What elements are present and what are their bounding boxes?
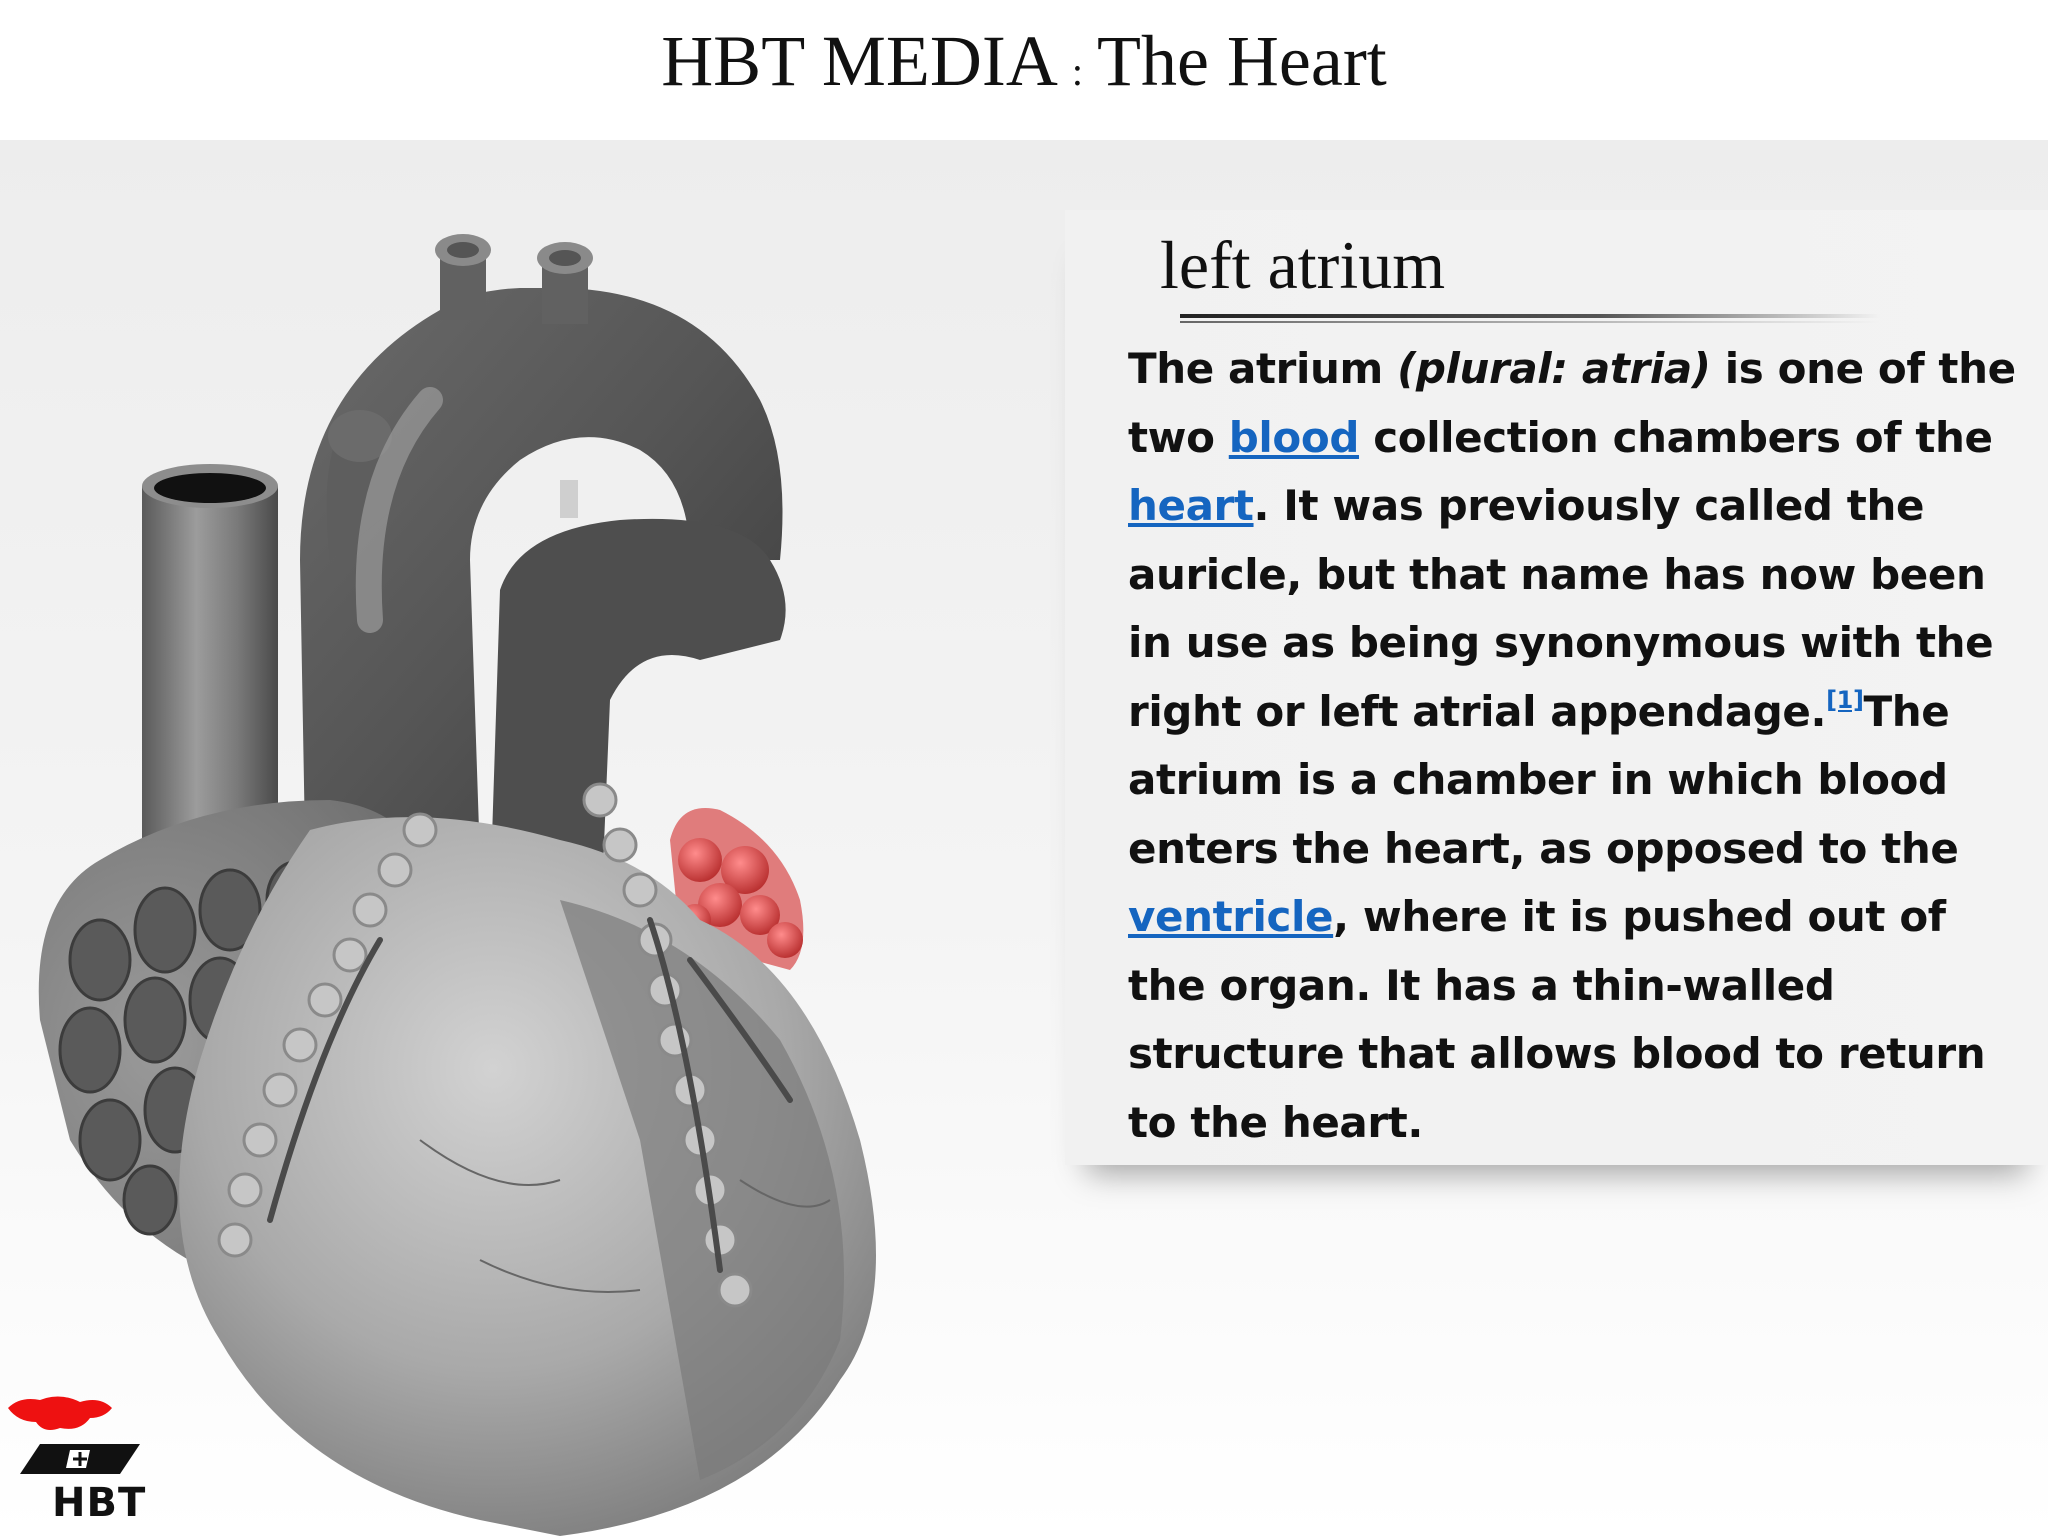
heart-link[interactable]: heart: [1128, 481, 1254, 530]
info-card: [1065, 210, 2048, 1165]
reference-link[interactable]: [1]: [1826, 685, 1864, 714]
body-text-1: The atrium: [1128, 344, 1398, 393]
info-heading: left atrium: [1160, 227, 1446, 303]
title-topic: The Heart: [1096, 21, 1387, 101]
body-text-4: The atrium is a chamber in which blood enters the heart, as opposed to the: [1128, 686, 1959, 873]
body-text-2: collection chambers of the: [1359, 412, 1993, 462]
content-stage: [0, 140, 2048, 1536]
info-body: [1128, 335, 2028, 1157]
body-text-1b: is one of the two: [1128, 344, 2016, 462]
heading-divider: [1180, 314, 1880, 324]
body-text-3: . It was previously called the auricle, but that name has now been in use as being synonymous with the right or left atrial appendage.: [1128, 481, 1994, 736]
slide-title: [0, 6, 2048, 126]
heart-illustration: [0, 140, 1100, 1536]
title-separator: :: [1071, 49, 1083, 94]
logo-text: HBT: [52, 1480, 147, 1526]
title-brand: HBT MEDIA: [661, 21, 1058, 101]
ventricle-link[interactable]: ventricle: [1128, 892, 1334, 941]
body-text-5: , where it is pushed out of the organ. It has a thin-walled structure that allows blood to return to the heart.: [1128, 892, 1986, 1147]
blood-link[interactable]: blood: [1228, 412, 1360, 462]
body-italic-plural: (plural: atria): [1397, 344, 1711, 393]
